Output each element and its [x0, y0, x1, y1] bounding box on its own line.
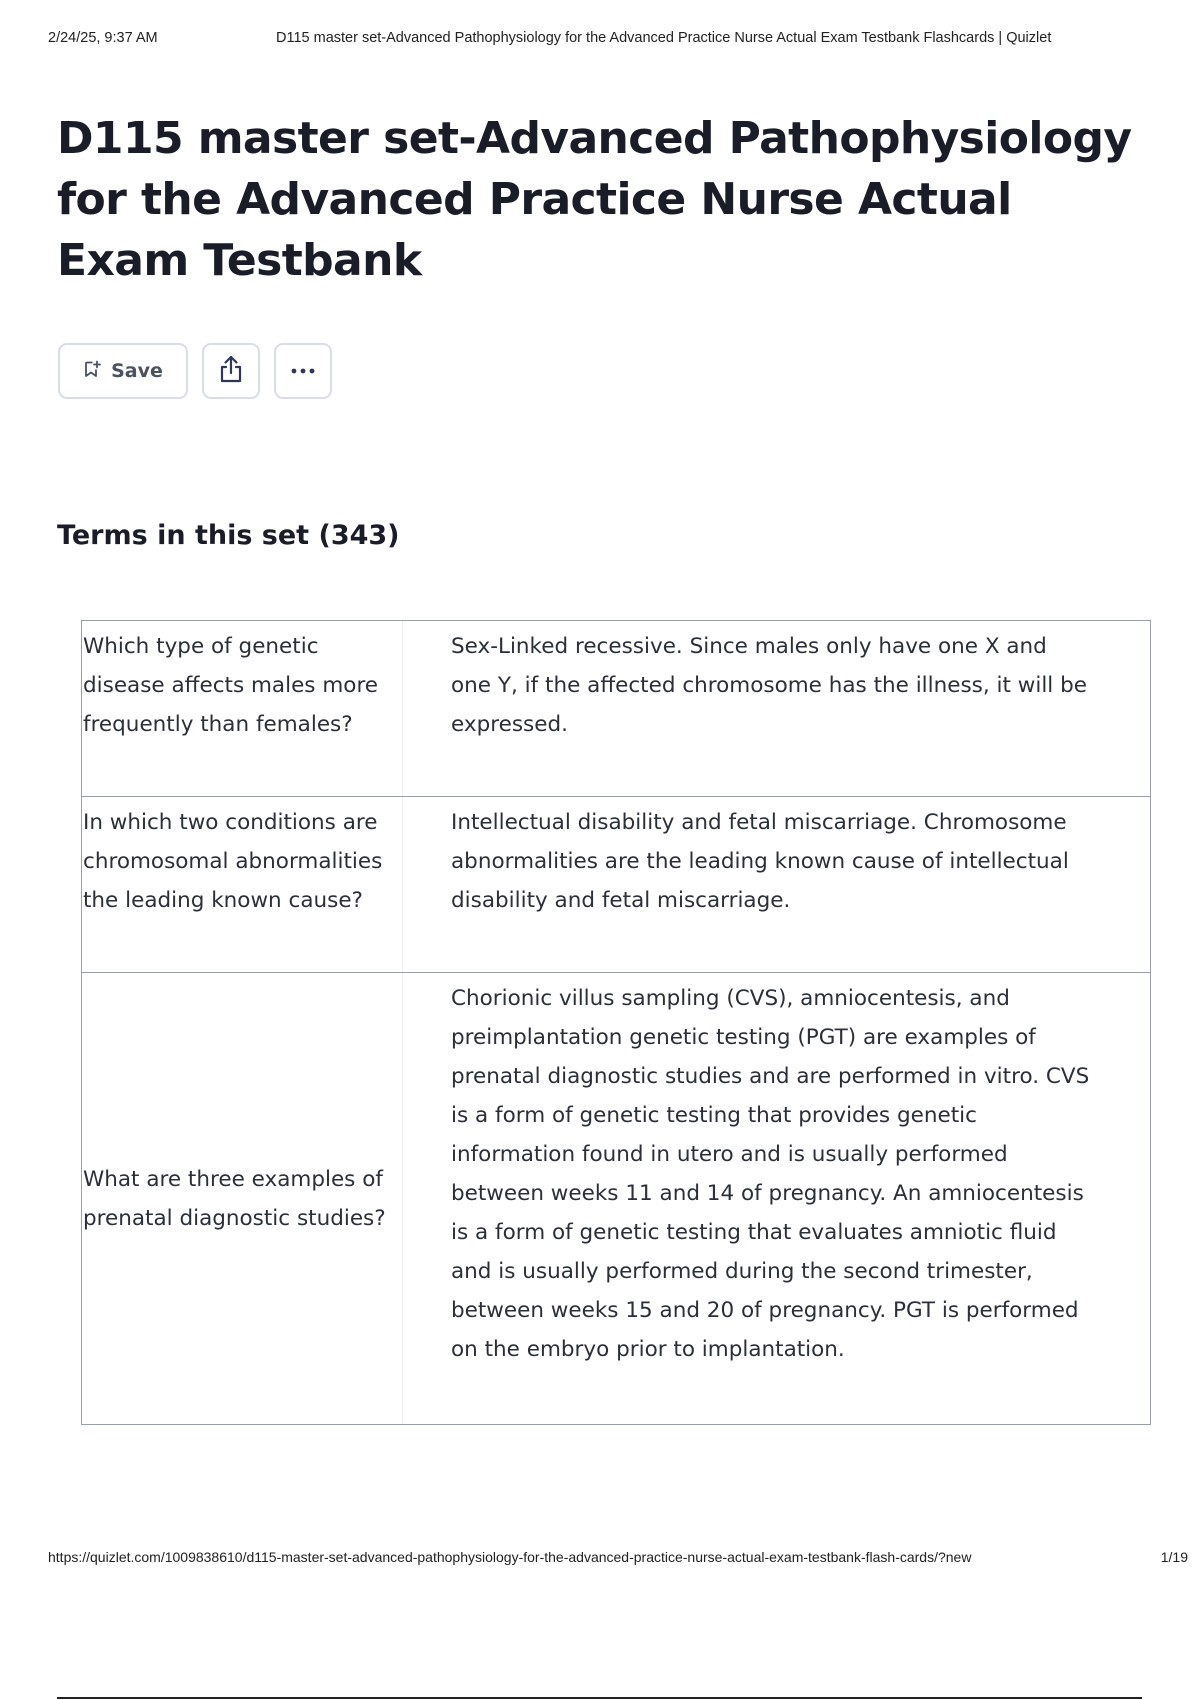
bottom-divider	[57, 1697, 1142, 1699]
definition-text: Sex-Linked recessive. Since males only have one X and one Y, if the affected chromosome has the illness, it will be expressed.	[451, 634, 1087, 737]
definition-text: Intellectual disability and fetal miscarriage. Chromosome abnormalities are the leading known cause of intellectual disability and fetal miscarriage.	[451, 810, 1069, 913]
page-url: https://quizlet.com/1009838610/d115-master-set-advanced-pathophysiology-for-the-advanced-practice-nurse-actual-exam-testbank-flash-cards/?new	[48, 1549, 972, 1565]
terms-table	[81, 620, 1151, 1425]
more-options-button[interactable]	[274, 343, 332, 399]
term-row	[82, 621, 1150, 796]
term-text: In which two conditions are chromosomal abnormalities the leading known cause?	[82, 797, 403, 972]
more-options-icon	[289, 362, 317, 380]
bookmark-add-icon	[83, 360, 101, 383]
print-page-title: D115 master set-Advanced Pathophysiology for the Advanced Practice Nurse Actual Exam Testbank Flashcards | Quizlet	[276, 30, 1052, 46]
print-footer	[48, 1549, 1188, 1569]
save-button[interactable]	[58, 343, 188, 399]
set-title: D115 master set-Advanced Pathophysiology for the Advanced Practice Nurse Actual Exam Testbank	[57, 113, 1132, 286]
print-header	[48, 30, 1152, 50]
page-number: 1/19	[1160, 1549, 1188, 1565]
terms-heading: Terms in this set (343)	[57, 520, 400, 551]
print-timestamp: 2/24/25, 9:37 AM	[48, 30, 158, 46]
term-row	[82, 796, 1150, 972]
set-actions	[58, 343, 332, 399]
term-text: Which type of genetic disease affects males more frequently than females?	[82, 621, 403, 796]
share-icon	[217, 354, 245, 389]
term-row	[82, 972, 1150, 1424]
share-button[interactable]	[202, 343, 260, 399]
save-button-label: Save	[111, 360, 163, 382]
term-text: What are three examples of prenatal diagnostic studies?	[82, 973, 403, 1424]
definition-text: Chorionic villus sampling (CVS), amniocentesis, and preimplantation genetic testing (PGT) are examples of prenatal diagnostic studies and are performed in vitro. CVS is a form of genetic testing that provides genetic information found in utero and is usually performed between weeks 11 and 14 of pregnancy. An amniocentesis is a form of genetic testing that evaluates amniotic fluid and is usually performed during the second trimester, between weeks 15 and 20 of pregnancy. PGT is performed on the embryo prior to implantation.	[451, 986, 1090, 1362]
